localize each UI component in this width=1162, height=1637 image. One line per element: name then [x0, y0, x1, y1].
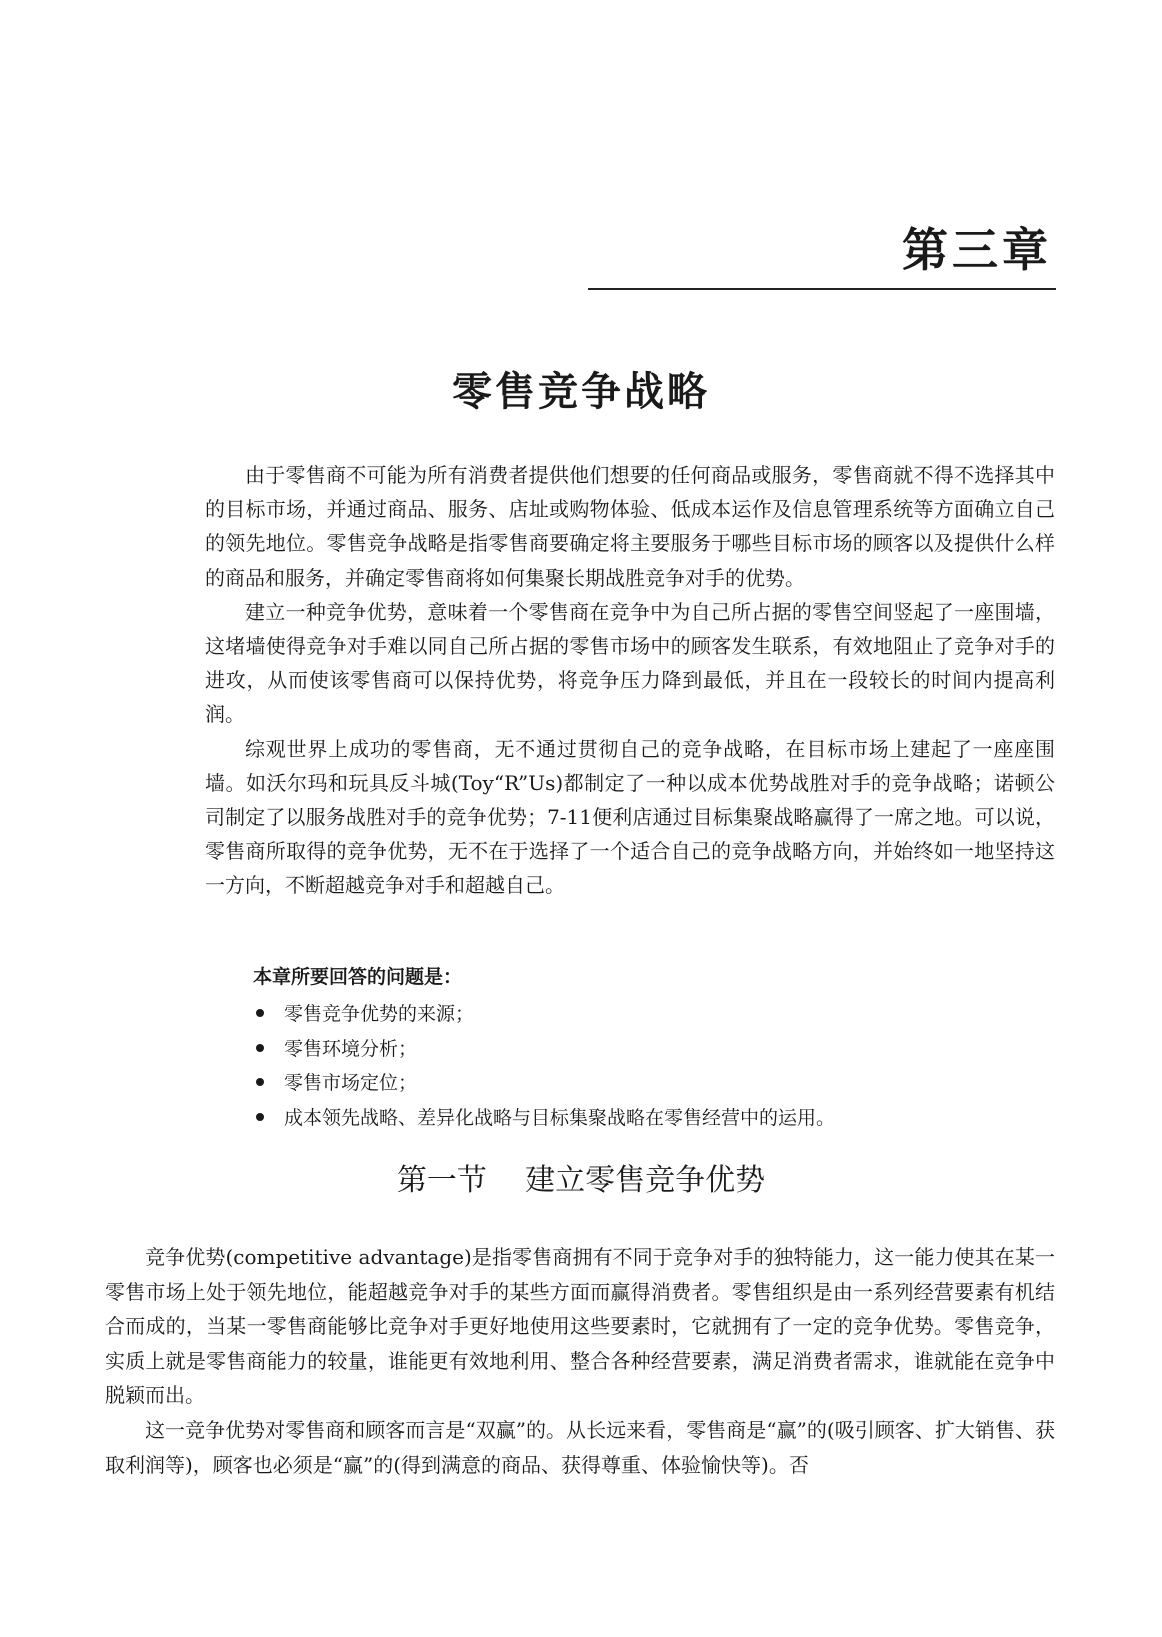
list-item — [256, 1066, 1056, 1101]
list-item — [256, 1032, 1056, 1067]
section-body — [105, 1240, 1055, 1482]
body-paragraph: 竞争优势(competitive advantage)是指零售商拥有不同于竞争对手的独特能力，这一能力使其在某一零售市场上处于领先地位，能超越竞争对手的某些方面而赢得消费者。零售组织是由一系列经营要素有机结合而成的，当某一零售商能够比竞争对手更好地使用这些要素时，它就拥有了一定的竞争优势。零售竞争，实质上就是零售商能力的较量，谁能更有效地利用、整合各种经营要素，满足消费者需求，谁就能在竞争中脱颖而出。 — [105, 1245, 1055, 1408]
questions-heading: 本章所要回答的问题是： — [253, 966, 463, 988]
intro-paragraph: 由于零售商不可能为所有消费者提供他们想要的任何商品或服务，零售商就不得不选择其中的目标市场，并通过商品、服务、店址或购物体验、低成本运作及信息管理系统等方面确立自己的领先地位。零售竞争战略是指零售商要确定将主要服务于哪些目标市场的顾客以及提供什么样的商品和服务，并确定零售商将如何集聚长期战胜竞争对手的优势。 — [205, 463, 1055, 590]
question-text: 成本领先战略、差异化战略与目标集聚战略在零售经营中的运用。 — [284, 1106, 836, 1129]
list-item — [256, 997, 1056, 1032]
bullet-icon — [256, 1113, 264, 1121]
bullet-icon — [256, 1044, 264, 1052]
chapter-label: 第三章 — [902, 223, 1052, 277]
body-paragraph: 这一竞争优势对零售商和顾客而言是“双赢”的。从长远来看，零售商是“赢”的(吸引顾客、扩大销售、获取利润等)，顾客也必须是“赢”的(得到满意的商品、获得尊重、体验愉快等)。否 — [105, 1417, 1055, 1477]
bullet-icon — [256, 1009, 264, 1017]
questions-list — [256, 997, 1056, 1135]
question-text: 零售市场定位； — [284, 1072, 418, 1094]
chapter-intro — [205, 458, 1055, 903]
question-text: 零售竞争优势的来源； — [284, 1003, 475, 1025]
chapter-title: 零售竞争战略 — [452, 369, 710, 415]
intro-paragraph: 综观世界上成功的零售商，无不通过贯彻自己的竞争战略，在目标市场上建起了一座座围墙。如沃尔玛和玩具反斗城(Toy“R”Us)都制定了一种以成本优势战胜对手的竞争战略；诺顿公司制定了以服务战胜对手的竞争优势；7-11便利店通过目标集聚战略赢得了一席之地。可以说，零售商所取得的竞争优势，无不在于选择了一个适合自己的竞争战略方向，并始终如一地坚持这一方向，不断超越竞争对手和超越自己。 — [205, 736, 1055, 898]
question-text: 零售环境分析； — [284, 1037, 418, 1060]
intro-paragraph: 建立一种竞争优势，意味着一个零售商在竞争中为自己所占据的零售空间竖起了一座围墙，这堵墙使得竞争对手难以同自己所占据的零售市场中的顾客发生联系，有效地阻止了竞争对手的进攻，从而使该零售商可以保持优势，将竞争压力降到最低，并且在一段较长的时间内提高利润。 — [205, 599, 1055, 727]
chapter-rule — [588, 288, 1056, 290]
section-title: 第一节 建立零售竞争优势 — [396, 1163, 766, 1198]
bullet-icon — [256, 1078, 264, 1086]
list-item — [256, 1101, 1056, 1136]
